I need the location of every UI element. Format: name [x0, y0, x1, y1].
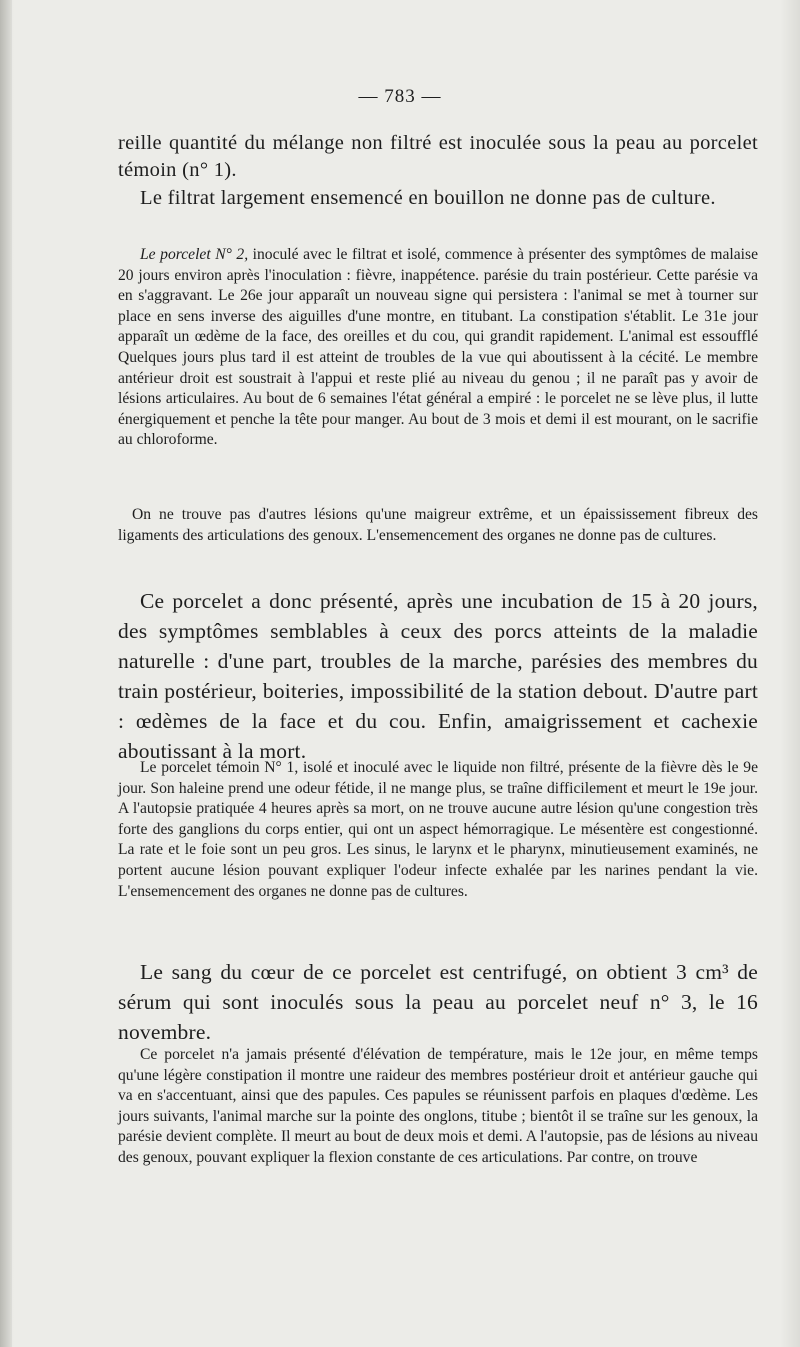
page-number: — 783 —	[358, 86, 442, 107]
paragraph-3-body: inoculé avec le filtrat et isolé, commence à présenter des symptômes de malaise 20 jours environ après l'inoculation : fièvre, inappétence. parésie du train postérieur. Cette parésie va en s'aggravant. Le 26e jour apparaît un nouveau signe qui persistera : l'animal se met à tourner sur place en sens inverse des aiguilles d'une montre, en titubant. La constipation s'établit. Le 31e jour apparaît un œdème de la face, des oreilles et du cou, qui grandit rapidement. L'animal est essoufflé Quelques jours plus tard il est atteint de troubles de la vue qui aboutissent à la cécité. Le membre antérieur droit est soustrait à l'appui et reste plié au niveau du genou ; il ne paraît pas y avoir de lésions articulaires. Au bout de 6 semaines l'état général a empiré : le porcelet ne se lève plus, il lutte énergiquement et penche la tête pour manger. Au bout de 3 mois et demi il est mourant, on le sacrifie au chloroforme.	[118, 246, 758, 449]
page-spine-shadow	[0, 0, 12, 1347]
paragraph-3	[118, 245, 758, 451]
paragraph-5: Ce porcelet a donc présenté, après une incubation de 15 à 20 jours, des symptômes semblables à ceux des porcs atteints de la maladie naturelle : d'une part, troubles de la marche, parésies des membres du train postérieur, boiteries, impossibilité de la station debout. D'autre part : œdèmes de la face et du cou. Enfin, amaigrissement et cachexie aboutissant à la mort.	[118, 589, 758, 763]
paragraph-7: Le sang du cœur de ce porcelet est centrifugé, on obtient 3 cm³ de sérum qui sont inoculés sous la peau au porcelet neuf n° 3, le 16 novembre.	[118, 960, 758, 1044]
paragraph-1: reille quantité du mélange non filtré est inoculée sous la peau au porcelet témoin (n° 1).	[118, 132, 758, 181]
paragraph-4: On ne trouve pas d'autres lésions qu'une maigreur extrême, et un épaississement fibreux des ligaments des articulations des genoux. L'ensemencement des organes ne donne pas de cultures.	[118, 506, 758, 544]
paragraph-2: Le filtrat largement ensemencé en bouillon ne donne pas de culture.	[140, 187, 716, 209]
paragraph-8: Ce porcelet n'a jamais présenté d'élévation de température, mais le 12e jour, en même temps qu'une légère constipation il montre une raideur des membres postérieur droit et antérieur gauche qui va en s'accentuant, ainsi que des papules. Ces papules se réunissent parfois en plaques d'œdème. Les jours suivants, l'animal marche sur la pointe des onglons, titube ; bientôt il se traîne sur les genoux, la parésie devient complète. Il meurt au bout de deux mois et demi. A l'autopsie, pas de lésions au niveau des genoux, pouvant expliquer la flexion constante de ces articulations. Par contre, on trouve	[118, 1046, 758, 1166]
paragraph-3-lead: Le porcelet N° 2,	[140, 246, 249, 263]
paragraph-6: Le porcelet témoin N° 1, isolé et inoculé avec le liquide non filtré, présente de la fièvre dès le 9e jour. Son haleine prend une odeur fétide, il ne mange plus, se traîne difficilement et meurt le 19e jour. A l'autopsie pratiquée 4 heures après sa mort, on ne trouve aucune autre lésion qu'une congestion très forte des ganglions du corps entier, qui ont un aspect hémorragique. Le mésentère est congestionné. La rate et le foie sont un peu gros. Les sinus, le larynx et le pharynx, minutieusement examinés, ne portent aucune lésion pouvant expliquer l'odeur infecte exhalée par les narines pendant la vie. L'ensemencement des organes ne donne pas de cultures.	[118, 759, 758, 900]
